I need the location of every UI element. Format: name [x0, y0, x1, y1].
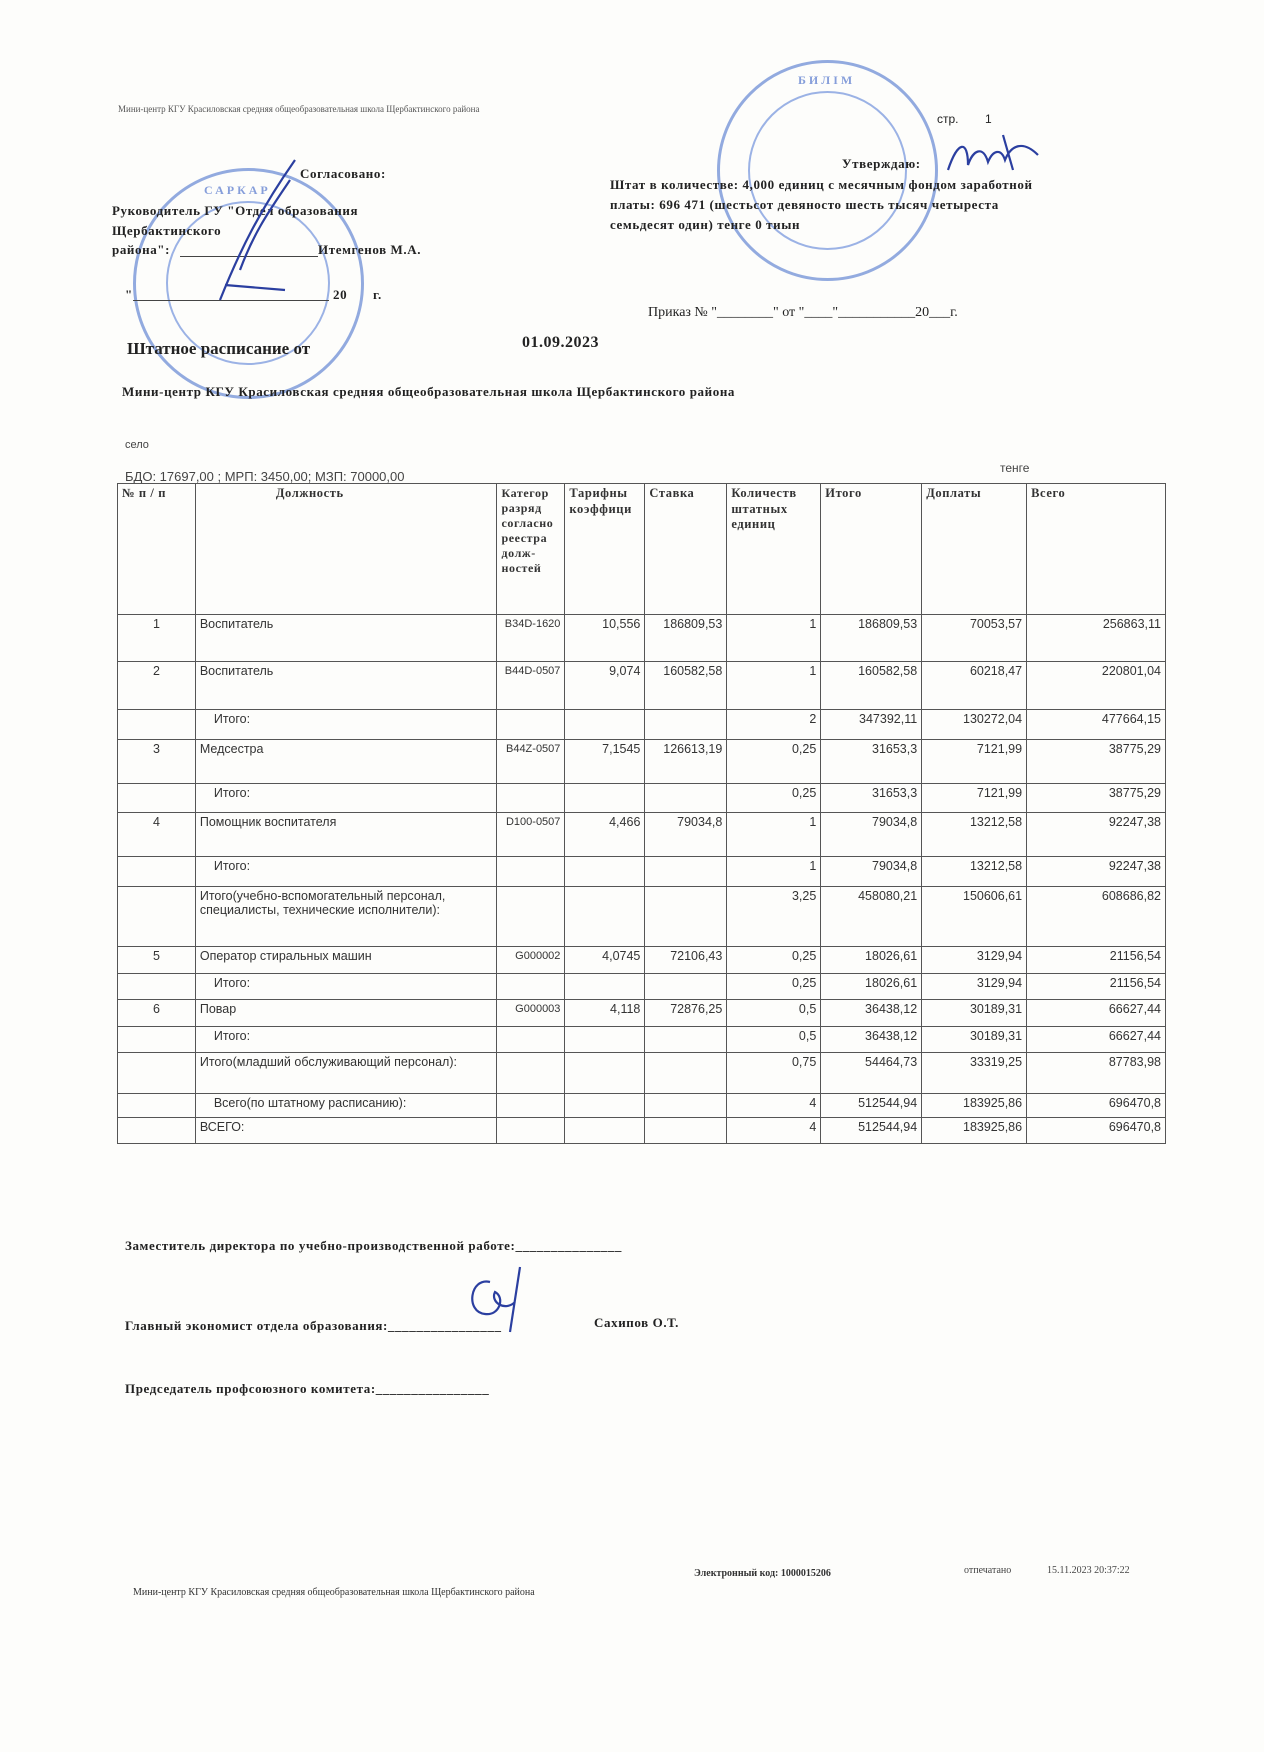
- signature-approved: [943, 130, 1043, 180]
- row-all-cell: 66627,44: [1027, 1027, 1166, 1053]
- row-rate-cell: [645, 784, 727, 813]
- row-count-cell: 4: [727, 1118, 821, 1144]
- row-total-cell: 31653,3: [821, 740, 922, 784]
- row-extra-cell: 13212,58: [922, 857, 1027, 887]
- union-signature-line: Председатель профсоюзного комитета:________________: [125, 1381, 490, 1396]
- row-number-cell: 3: [118, 740, 196, 784]
- row-number-cell: 4: [118, 813, 196, 857]
- row-position-cell: Итого(учебно-вспомогательный персонал, специалисты, технические исполнители):: [195, 887, 497, 947]
- agreed-title: Согласовано:: [300, 166, 386, 181]
- row-category-cell: [497, 857, 565, 887]
- row-total-cell: 79034,8: [821, 813, 922, 857]
- row-position-cell: Всего(по штатному расписанию):: [195, 1094, 497, 1118]
- row-position-cell: Воспитатель: [195, 615, 497, 662]
- base-values: БДО: 17697,00 ; МРП: 3450,00; МЗП: 70000,00: [125, 469, 405, 484]
- table-row: [118, 784, 1166, 813]
- row-extra-cell: 183925,86: [922, 1094, 1027, 1118]
- table-row: [118, 1027, 1166, 1053]
- row-extra-cell: 70053,57: [922, 615, 1027, 662]
- col-category-header: Категор разряд согласно реестра долж-ностей: [497, 484, 565, 615]
- row-count-cell: 1: [727, 813, 821, 857]
- row-category-cell: G000003: [497, 1000, 565, 1027]
- col-extra-header: Доплаты: [922, 484, 1027, 615]
- row-position-cell: Повар: [195, 1000, 497, 1027]
- row-number-cell: [118, 1094, 196, 1118]
- row-coef-cell: [565, 710, 645, 740]
- deputy-signature-line: Заместитель директора по учебно-производственной работе:_______________: [125, 1238, 622, 1253]
- table-row: [118, 615, 1166, 662]
- row-category-cell: [497, 974, 565, 1000]
- table-row: [118, 740, 1166, 784]
- row-position-cell: Помощник воспитателя: [195, 813, 497, 857]
- row-coef-cell: [565, 1053, 645, 1094]
- row-total-cell: 458080,21: [821, 887, 922, 947]
- row-all-cell: 92247,38: [1027, 857, 1166, 887]
- row-all-cell: 92247,38: [1027, 813, 1166, 857]
- locality: село: [125, 439, 149, 451]
- order-line: Приказ № "________" от "____"___________20___г.: [648, 305, 958, 320]
- row-category-cell: [497, 710, 565, 740]
- row-category-cell: B44Z-0507: [497, 740, 565, 784]
- col-all-header: Всего: [1027, 484, 1166, 615]
- row-position-cell: Итого(младший обслуживающий персонал):: [195, 1053, 497, 1094]
- row-extra-cell: 7121,99: [922, 784, 1027, 813]
- table-row: [118, 1000, 1166, 1027]
- row-count-cell: 1: [727, 857, 821, 887]
- row-category-cell: [497, 887, 565, 947]
- row-coef-cell: [565, 1027, 645, 1053]
- row-total-cell: 347392,11: [821, 710, 922, 740]
- electronic-code: Электронный код: 1000015206: [694, 1568, 831, 1579]
- row-coef-cell: 9,074: [565, 662, 645, 710]
- col-count-header: Количеств штатных единиц: [727, 484, 821, 615]
- row-extra-cell: 7121,99: [922, 740, 1027, 784]
- row-number-cell: [118, 1053, 196, 1094]
- table-row: [118, 1094, 1166, 1118]
- row-position-cell: Итого:: [195, 1027, 497, 1053]
- row-count-cell: 0,25: [727, 784, 821, 813]
- row-all-cell: 38775,29: [1027, 740, 1166, 784]
- row-count-cell: 2: [727, 710, 821, 740]
- row-all-cell: 21156,54: [1027, 974, 1166, 1000]
- row-position-cell: Воспитатель: [195, 662, 497, 710]
- row-count-cell: 1: [727, 662, 821, 710]
- row-total-cell: 18026,61: [821, 974, 922, 1000]
- row-extra-cell: 33319,25: [922, 1053, 1027, 1094]
- table-row: [118, 1118, 1166, 1144]
- row-category-cell: [497, 784, 565, 813]
- header-org-small: Мини-центр КГУ Красиловская средняя общеобразовательная школа Щербактинского района: [118, 104, 480, 114]
- col-coef-header: Тарифны коэффици: [565, 484, 645, 615]
- row-category-cell: [497, 1118, 565, 1144]
- row-rate-cell: 160582,58: [645, 662, 727, 710]
- col-position-header: Должность: [195, 484, 497, 615]
- row-count-cell: 1: [727, 615, 821, 662]
- row-count-cell: 4: [727, 1094, 821, 1118]
- row-total-cell: 186809,53: [821, 615, 922, 662]
- staff-table: [117, 483, 1166, 1144]
- row-count-cell: 0,5: [727, 1027, 821, 1053]
- page-number: 1: [985, 112, 992, 126]
- printed-label: отпечатано: [964, 1565, 1012, 1576]
- row-category-cell: B44D-0507: [497, 662, 565, 710]
- col-rate-header: Ставка: [645, 484, 727, 615]
- row-all-cell: 256863,11: [1027, 615, 1166, 662]
- row-number-cell: [118, 857, 196, 887]
- row-rate-cell: [645, 1027, 727, 1053]
- row-coef-cell: 4,466: [565, 813, 645, 857]
- row-position-cell: Итого:: [195, 974, 497, 1000]
- row-extra-cell: 30189,31: [922, 1000, 1027, 1027]
- row-extra-cell: 3129,94: [922, 974, 1027, 1000]
- row-position-cell: ВСЕГО:: [195, 1118, 497, 1144]
- row-category-cell: [497, 1053, 565, 1094]
- row-rate-cell: [645, 974, 727, 1000]
- row-total-cell: 512544,94: [821, 1094, 922, 1118]
- row-extra-cell: 130272,04: [922, 710, 1027, 740]
- row-count-cell: 0,25: [727, 947, 821, 974]
- row-rate-cell: [645, 1094, 727, 1118]
- footer-org: Мини-центр КГУ Красиловская средняя общеобразовательная школа Щербактинского района: [133, 1587, 535, 1598]
- signature-agreed: [200, 150, 310, 310]
- row-total-cell: 79034,8: [821, 857, 922, 887]
- row-number-cell: 5: [118, 947, 196, 974]
- row-category-cell: D100-0507: [497, 813, 565, 857]
- row-coef-cell: 4,118: [565, 1000, 645, 1027]
- org-name: Мини-центр КГУ Красиловская средняя общеобразовательная школа Щербактинского района: [122, 384, 736, 399]
- col-num-header: № п / п: [118, 484, 196, 615]
- table-row: [118, 887, 1166, 947]
- row-count-cell: 0,25: [727, 740, 821, 784]
- row-rate-cell: 126613,19: [645, 740, 727, 784]
- row-coef-cell: [565, 887, 645, 947]
- agreed-date-year: 20: [333, 287, 348, 302]
- row-extra-cell: 3129,94: [922, 947, 1027, 974]
- row-number-cell: [118, 1118, 196, 1144]
- table-row: [118, 974, 1166, 1000]
- row-all-cell: 477664,15: [1027, 710, 1166, 740]
- row-coef-cell: 7,1545: [565, 740, 645, 784]
- stamp-left-text: САРКАР: [204, 183, 271, 197]
- row-rate-cell: [645, 1053, 727, 1094]
- row-coef-cell: [565, 857, 645, 887]
- table-row: [118, 813, 1166, 857]
- row-coef-cell: [565, 1118, 645, 1144]
- row-all-cell: 38775,29: [1027, 784, 1166, 813]
- agreed-date-suffix: г.: [373, 287, 382, 302]
- row-total-cell: 36438,12: [821, 1027, 922, 1053]
- row-count-cell: 0,25: [727, 974, 821, 1000]
- row-coef-cell: [565, 974, 645, 1000]
- table-row: [118, 710, 1166, 740]
- row-rate-cell: 72106,43: [645, 947, 727, 974]
- row-number-cell: [118, 710, 196, 740]
- row-category-cell: [497, 1094, 565, 1118]
- row-number-cell: [118, 1027, 196, 1053]
- row-number-cell: [118, 784, 196, 813]
- row-rate-cell: [645, 1118, 727, 1144]
- row-all-cell: 66627,44: [1027, 1000, 1166, 1027]
- approved-title: Утверждаю:: [842, 156, 921, 171]
- row-number-cell: [118, 974, 196, 1000]
- row-all-cell: 220801,04: [1027, 662, 1166, 710]
- row-coef-cell: [565, 1094, 645, 1118]
- agreed-line3: района":: [112, 242, 171, 257]
- row-number-cell: [118, 887, 196, 947]
- row-rate-cell: 79034,8: [645, 813, 727, 857]
- row-extra-cell: 150606,61: [922, 887, 1027, 947]
- row-coef-cell: [565, 784, 645, 813]
- row-total-cell: 18026,61: [821, 947, 922, 974]
- table-row: [118, 857, 1166, 887]
- row-rate-cell: [645, 887, 727, 947]
- row-extra-cell: 60218,47: [922, 662, 1027, 710]
- table-row: [118, 662, 1166, 710]
- col-total-header: Итого: [821, 484, 922, 615]
- row-position-cell: Итого:: [195, 784, 497, 813]
- row-total-cell: 54464,73: [821, 1053, 922, 1094]
- doc-title: Штатное расписание от: [127, 339, 311, 358]
- doc-date: 01.09.2023: [522, 334, 599, 351]
- row-count-cell: 3,25: [727, 887, 821, 947]
- row-rate-cell: 186809,53: [645, 615, 727, 662]
- currency-label: тенге: [1000, 461, 1030, 475]
- stamp-right-text: БИЛІМ: [798, 73, 856, 87]
- row-extra-cell: 13212,58: [922, 813, 1027, 857]
- agreed-date-quote: ": [125, 287, 133, 302]
- row-category-cell: [497, 1027, 565, 1053]
- row-category-cell: B34D-1620: [497, 615, 565, 662]
- row-position-cell: Медсестра: [195, 740, 497, 784]
- row-coef-cell: 4,0745: [565, 947, 645, 974]
- row-number-cell: 2: [118, 662, 196, 710]
- row-rate-cell: [645, 857, 727, 887]
- approved-line1: Штат в количестве: 4,000 единиц с месячным фондом заработной: [610, 177, 1033, 192]
- row-position-cell: Итого:: [195, 857, 497, 887]
- economist-name: Сахипов О.Т.: [594, 1315, 679, 1330]
- row-position-cell: Оператор стиральных машин: [195, 947, 497, 974]
- agreed-line2: Щербактинского: [112, 223, 222, 238]
- row-total-cell: 31653,3: [821, 784, 922, 813]
- row-coef-cell: 10,556: [565, 615, 645, 662]
- printed-date: 15.11.2023 20:37:22: [1047, 1565, 1130, 1576]
- row-extra-cell: 30189,31: [922, 1027, 1027, 1053]
- row-category-cell: G000002: [497, 947, 565, 974]
- row-all-cell: 87783,98: [1027, 1053, 1166, 1094]
- table-row: [118, 947, 1166, 974]
- approved-line3: семьдесят один) тенге 0 тиын: [610, 217, 801, 232]
- row-total-cell: 512544,94: [821, 1118, 922, 1144]
- row-all-cell: 696470,8: [1027, 1118, 1166, 1144]
- row-count-cell: 0,5: [727, 1000, 821, 1027]
- table-header-row: [118, 484, 1166, 615]
- row-rate-cell: [645, 710, 727, 740]
- table-row: [118, 1053, 1166, 1094]
- row-count-cell: 0,75: [727, 1053, 821, 1094]
- page-label: стр.: [937, 112, 959, 126]
- row-total-cell: 36438,12: [821, 1000, 922, 1027]
- row-rate-cell: 72876,25: [645, 1000, 727, 1027]
- economist-signature-line: Главный экономист отдела образования:________________: [125, 1318, 502, 1333]
- approved-line2: платы: 696 471 (шестьсот девяносто шесть тысяч четыреста: [610, 197, 999, 212]
- row-total-cell: 160582,58: [821, 662, 922, 710]
- row-number-cell: 6: [118, 1000, 196, 1027]
- agreed-line1: Руководитель ГУ "Отдел образования: [112, 203, 359, 218]
- row-all-cell: 696470,8: [1027, 1094, 1166, 1118]
- row-all-cell: 21156,54: [1027, 947, 1166, 974]
- agreed-name: Итемгенов М.А.: [318, 242, 422, 257]
- row-all-cell: 608686,82: [1027, 887, 1166, 947]
- row-extra-cell: 183925,86: [922, 1118, 1027, 1144]
- row-position-cell: Итого:: [195, 710, 497, 740]
- row-number-cell: 1: [118, 615, 196, 662]
